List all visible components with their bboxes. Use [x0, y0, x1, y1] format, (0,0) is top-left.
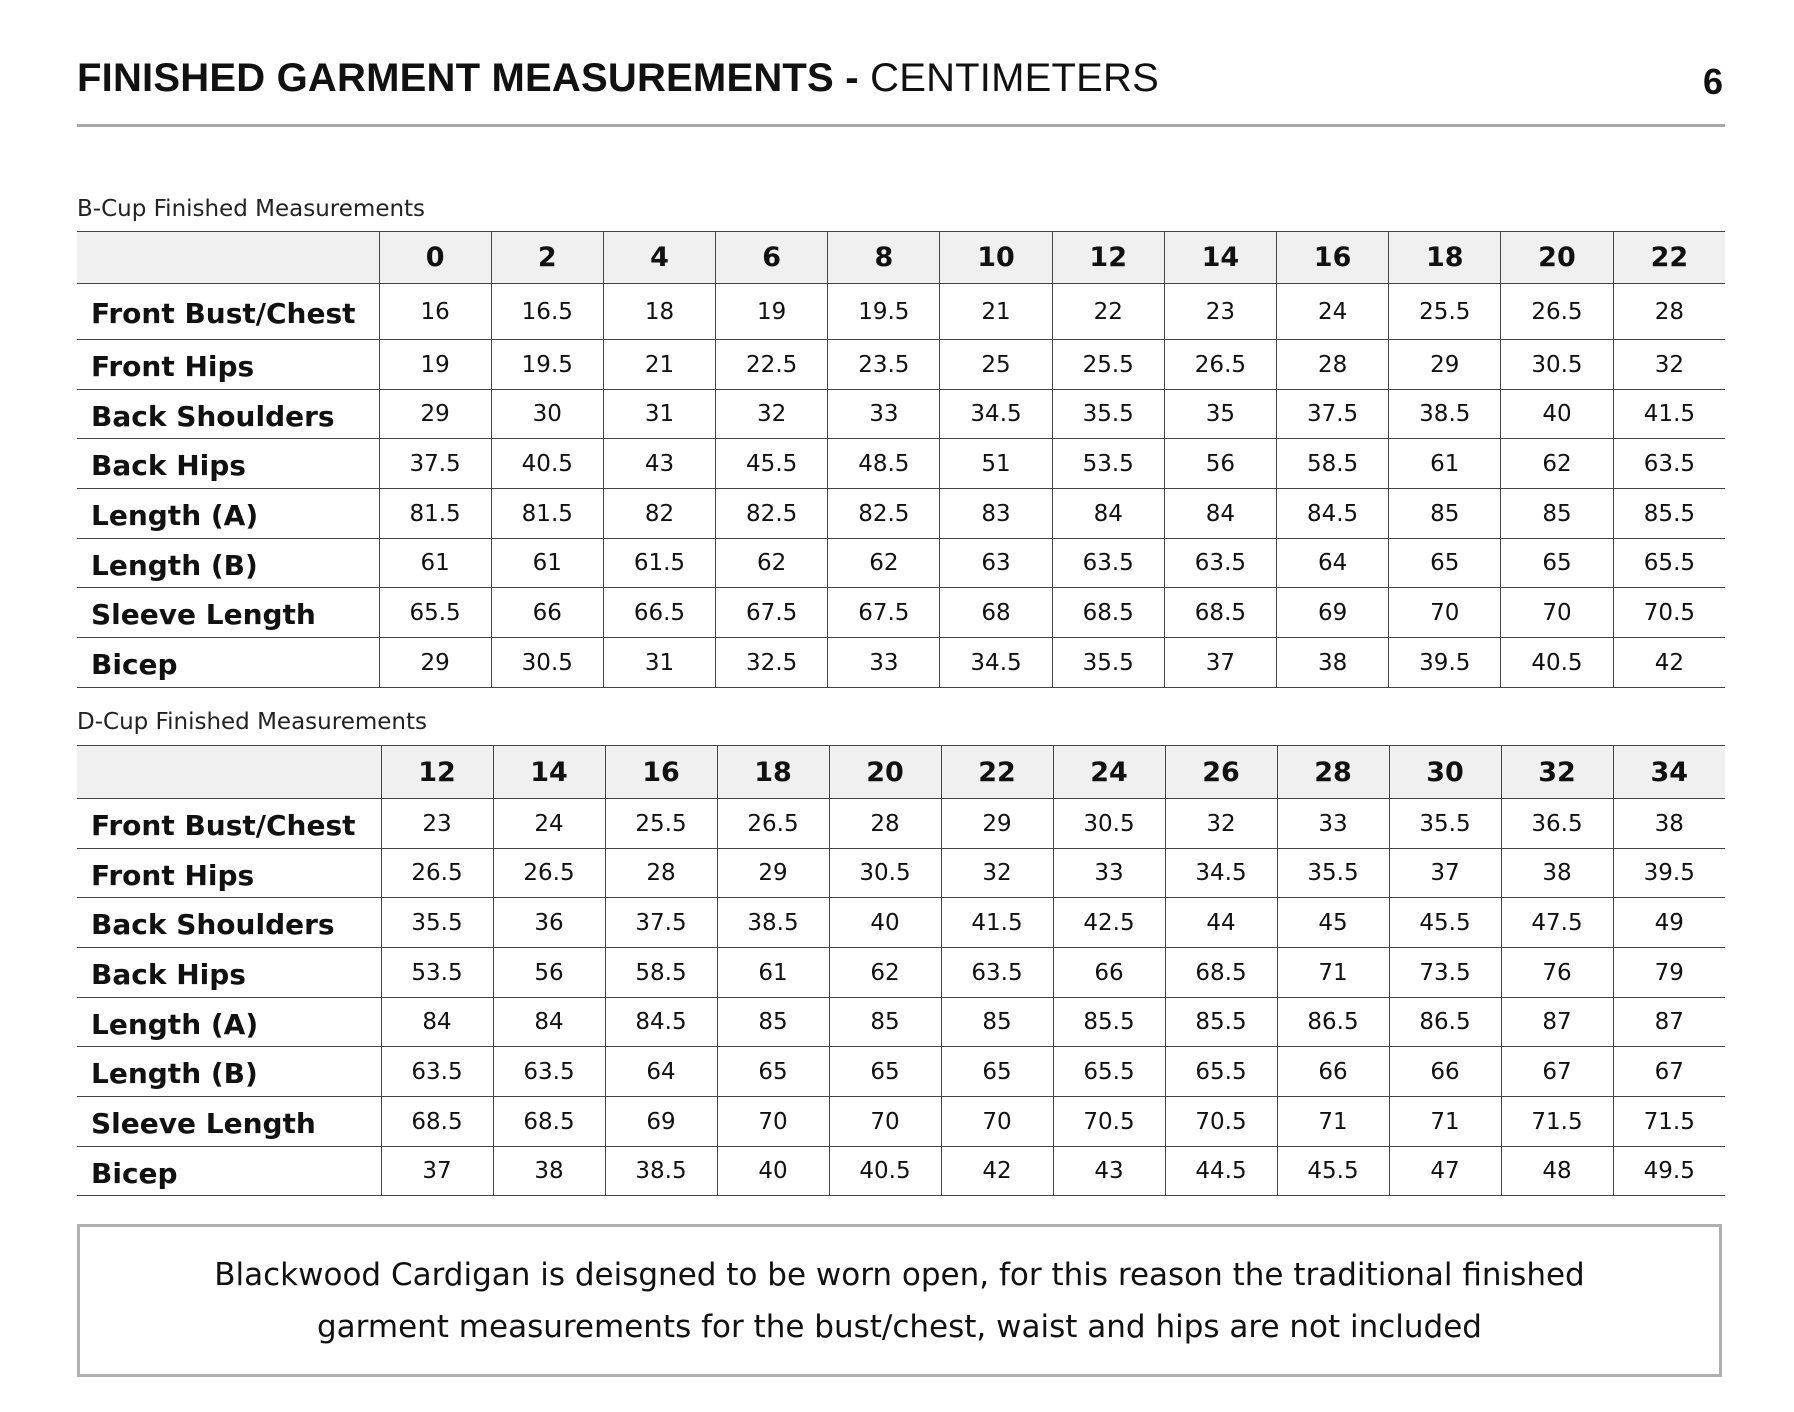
measurement-cell: 29	[1389, 340, 1501, 390]
measurement-cell: 19	[379, 340, 491, 390]
measurement-cell: 70	[829, 1097, 941, 1147]
measurement-cell: 67.5	[716, 588, 828, 638]
measurement-cell: 32	[1165, 799, 1277, 849]
measurement-cell: 65	[1501, 539, 1613, 588]
measurement-cell: 42	[941, 1147, 1053, 1196]
measurement-cell: 48.5	[828, 439, 940, 489]
measurement-cell: 63	[940, 539, 1052, 588]
measurement-cell: 48	[1501, 1147, 1613, 1196]
size-header-row	[77, 746, 1725, 799]
measurement-cell: 70.5	[1053, 1097, 1165, 1147]
measurement-cell: 63.5	[941, 948, 1053, 998]
size-header-cell: 22	[1613, 232, 1725, 284]
measurement-cell: 30.5	[829, 849, 941, 898]
measurement-cell: 33	[828, 390, 940, 439]
measurement-cell: 65.5	[1613, 539, 1725, 588]
design-note-text: Blackwood Cardigan is deisgned to be worn open, for this reason the traditional finished garment measurements for the bust/chest, waist and hips are not included	[214, 1256, 1585, 1345]
measurement-cell: 64	[605, 1047, 717, 1097]
measurement-cell: 84	[381, 998, 493, 1047]
measurement-cell: 62	[828, 539, 940, 588]
measurement-cell: 30.5	[1501, 340, 1613, 390]
row-label: Back Hips	[77, 948, 381, 998]
measurement-cell: 65	[829, 1047, 941, 1097]
measurement-cell: 28	[605, 849, 717, 898]
measurement-cell: 31	[603, 638, 715, 688]
measurement-cell: 38	[1501, 849, 1613, 898]
table-row	[77, 1097, 1725, 1147]
measurement-cell: 19.5	[491, 340, 603, 390]
measurement-cell: 85.5	[1053, 998, 1165, 1047]
measurement-cell: 61	[1389, 439, 1501, 489]
page-header	[77, 50, 1725, 127]
size-header-cell: 28	[1277, 746, 1389, 799]
measurement-cell: 87	[1501, 998, 1613, 1047]
size-header-cell: 12	[381, 746, 493, 799]
measurement-cell: 22.5	[716, 340, 828, 390]
measurement-cell: 65	[1389, 539, 1501, 588]
header-corner-cell	[77, 746, 381, 799]
size-header-cell: 10	[940, 232, 1052, 284]
row-label: Front Bust/Chest	[77, 799, 381, 849]
measurement-cell: 21	[940, 284, 1052, 340]
measurement-cell: 47	[1389, 1147, 1501, 1196]
measurement-cell: 73.5	[1389, 948, 1501, 998]
measurement-cell: 65	[941, 1047, 1053, 1097]
table-row	[77, 799, 1725, 849]
measurement-cell: 22	[1052, 284, 1164, 340]
measurement-cell: 26.5	[717, 799, 829, 849]
measurement-cell: 38.5	[717, 898, 829, 948]
header-corner-cell	[77, 232, 379, 284]
measurement-cell: 38	[1613, 799, 1725, 849]
measurement-cell: 65.5	[1053, 1047, 1165, 1097]
page-title-units: CENTIMETERS	[870, 56, 1159, 100]
measurement-cell: 87	[1613, 998, 1725, 1047]
measurement-cell: 71.5	[1501, 1097, 1613, 1147]
measurement-cell: 29	[379, 638, 491, 688]
measurement-cell: 82	[603, 489, 715, 539]
measurement-cell: 37.5	[1277, 390, 1389, 439]
measurement-cell: 39.5	[1389, 638, 1501, 688]
measurement-cell: 30.5	[491, 638, 603, 688]
measurement-cell: 18	[603, 284, 715, 340]
measurement-cell: 29	[379, 390, 491, 439]
measurement-cell: 56	[1164, 439, 1276, 489]
measurement-cell: 44	[1165, 898, 1277, 948]
measurement-cell: 51	[940, 439, 1052, 489]
measurement-cell: 63.5	[493, 1047, 605, 1097]
measurement-cell: 53.5	[1052, 439, 1164, 489]
measurement-cell: 65.5	[379, 588, 491, 638]
measurement-cell: 86.5	[1389, 998, 1501, 1047]
row-label: Front Bust/Chest	[77, 284, 379, 340]
measurement-cell: 64	[1277, 539, 1389, 588]
measurement-cell: 71.5	[1613, 1097, 1725, 1147]
size-header-cell: 2	[491, 232, 603, 284]
measurement-cell: 79	[1613, 948, 1725, 998]
measurement-cell: 76	[1501, 948, 1613, 998]
measurement-cell: 44.5	[1165, 1147, 1277, 1196]
measurement-cell: 42	[1613, 638, 1725, 688]
d-cup-measurements-table	[77, 745, 1725, 1196]
page-number: 6	[1702, 61, 1723, 102]
measurement-cell: 66	[1389, 1047, 1501, 1097]
measurement-cell: 36	[493, 898, 605, 948]
size-header-cell: 16	[1277, 232, 1389, 284]
measurement-cell: 83	[940, 489, 1052, 539]
table-row	[77, 638, 1725, 688]
measurement-cell: 62	[716, 539, 828, 588]
measurement-cell: 81.5	[379, 489, 491, 539]
measurement-cell: 61	[491, 539, 603, 588]
measurement-cell: 28	[1277, 340, 1389, 390]
measurement-cell: 19	[716, 284, 828, 340]
row-label: Back Shoulders	[77, 898, 381, 948]
measurement-cell: 26.5	[381, 849, 493, 898]
measurement-cell: 38.5	[605, 1147, 717, 1196]
measurement-cell: 35.5	[1389, 799, 1501, 849]
size-header-cell: 24	[1053, 746, 1165, 799]
measurement-cell: 37	[1389, 849, 1501, 898]
measurement-cell: 63.5	[1052, 539, 1164, 588]
measurement-cell: 45.5	[1389, 898, 1501, 948]
table-row	[77, 539, 1725, 588]
measurement-cell: 38.5	[1389, 390, 1501, 439]
measurement-cell: 32	[1613, 340, 1725, 390]
measurement-cell: 45	[1277, 898, 1389, 948]
measurement-cell: 23.5	[828, 340, 940, 390]
measurement-cell: 37.5	[379, 439, 491, 489]
measurement-cell: 67	[1613, 1047, 1725, 1097]
measurement-cell: 28	[1613, 284, 1725, 340]
measurement-cell: 29	[717, 849, 829, 898]
size-header-cell: 30	[1389, 746, 1501, 799]
measurement-cell: 68.5	[1165, 948, 1277, 998]
measurement-cell: 85	[829, 998, 941, 1047]
measurement-cell: 32.5	[716, 638, 828, 688]
measurement-cell: 35.5	[1052, 638, 1164, 688]
measurement-cell: 40.5	[829, 1147, 941, 1196]
measurement-cell: 34.5	[1165, 849, 1277, 898]
size-header-cell: 16	[605, 746, 717, 799]
measurement-cell: 40.5	[1501, 638, 1613, 688]
measurement-cell: 24	[493, 799, 605, 849]
table-row	[77, 1147, 1725, 1196]
measurement-cell: 71	[1277, 948, 1389, 998]
measurement-cell: 70.5	[1613, 588, 1725, 638]
measurement-cell: 32	[716, 390, 828, 439]
measurement-cell: 38	[1277, 638, 1389, 688]
size-header-cell: 0	[379, 232, 491, 284]
measurement-cell: 26.5	[1501, 284, 1613, 340]
measurement-cell: 82.5	[716, 489, 828, 539]
measurement-cell: 33	[1053, 849, 1165, 898]
measurement-cell: 19.5	[828, 284, 940, 340]
measurement-cell: 62	[1501, 439, 1613, 489]
measurement-cell: 35	[1164, 390, 1276, 439]
size-header-cell: 20	[1501, 232, 1613, 284]
measurement-cell: 84	[1052, 489, 1164, 539]
measurement-cell: 68.5	[1164, 588, 1276, 638]
measurement-cell: 84.5	[1277, 489, 1389, 539]
measurement-cell: 49.5	[1613, 1147, 1725, 1196]
measurement-cell: 66.5	[603, 588, 715, 638]
table-row	[77, 948, 1725, 998]
measurement-cell: 28	[829, 799, 941, 849]
row-label: Length (A)	[77, 998, 381, 1047]
measurement-cell: 71	[1277, 1097, 1389, 1147]
size-header-cell: 32	[1501, 746, 1613, 799]
b-cup-measurements-table	[77, 231, 1725, 688]
measurement-cell: 84	[493, 998, 605, 1047]
measurement-cell: 70	[1389, 588, 1501, 638]
measurement-cell: 63.5	[1164, 539, 1276, 588]
measurement-cell: 65	[717, 1047, 829, 1097]
b-cup-table-label: B-Cup Finished Measurements	[77, 196, 426, 222]
size-header-row	[77, 232, 1725, 284]
table-row	[77, 439, 1725, 489]
measurement-cell: 58.5	[1277, 439, 1389, 489]
measurement-cell: 66	[1277, 1047, 1389, 1097]
size-header-cell: 26	[1165, 746, 1277, 799]
measurement-cell: 36.5	[1501, 799, 1613, 849]
measurement-cell: 30	[491, 390, 603, 439]
row-label: Front Hips	[77, 340, 379, 390]
measurement-cell: 25.5	[605, 799, 717, 849]
row-label: Length (A)	[77, 489, 379, 539]
row-label: Sleeve Length	[77, 1097, 381, 1147]
measurement-cell: 41.5	[941, 898, 1053, 948]
measurement-cell: 34.5	[940, 638, 1052, 688]
page-title-bold: FINISHED GARMENT MEASUREMENTS -	[77, 56, 859, 100]
measurement-cell: 39.5	[1613, 849, 1725, 898]
table-row	[77, 284, 1725, 340]
measurement-cell: 37	[381, 1147, 493, 1196]
measurement-cell: 86.5	[1277, 998, 1389, 1047]
measurement-cell: 16.5	[491, 284, 603, 340]
measurement-cell: 63.5	[381, 1047, 493, 1097]
measurement-cell: 85	[717, 998, 829, 1047]
measurement-cell: 40	[717, 1147, 829, 1196]
measurement-cell: 25	[940, 340, 1052, 390]
measurement-cell: 35.5	[1052, 390, 1164, 439]
measurement-cell: 85	[1501, 489, 1613, 539]
row-label: Back Hips	[77, 439, 379, 489]
measurement-cell: 33	[828, 638, 940, 688]
measurement-cell: 26.5	[493, 849, 605, 898]
measurement-cell: 32	[941, 849, 1053, 898]
measurement-cell: 45.5	[1277, 1147, 1389, 1196]
measurement-cell: 24	[1277, 284, 1389, 340]
measurement-cell: 65.5	[1165, 1047, 1277, 1097]
row-label: Length (B)	[77, 1047, 381, 1097]
measurement-cell: 85.5	[1613, 489, 1725, 539]
measurement-cell: 40	[1501, 390, 1613, 439]
table-row	[77, 898, 1725, 948]
measurement-cell: 31	[603, 390, 715, 439]
measurement-cell: 21	[603, 340, 715, 390]
measurement-cell: 40	[829, 898, 941, 948]
measurement-cell: 37	[1164, 638, 1276, 688]
measurement-cell: 68.5	[1052, 588, 1164, 638]
d-cup-table-label: D-Cup Finished Measurements	[77, 709, 427, 735]
measurement-cell: 85	[941, 998, 1053, 1047]
size-header-cell: 14	[1164, 232, 1276, 284]
measurement-cell: 58.5	[605, 948, 717, 998]
measurement-cell: 85.5	[1165, 998, 1277, 1047]
measurement-cell: 84.5	[605, 998, 717, 1047]
measurement-cell: 68	[940, 588, 1052, 638]
size-header-cell: 22	[941, 746, 1053, 799]
measurement-cell: 61.5	[603, 539, 715, 588]
measurement-cell: 68.5	[381, 1097, 493, 1147]
size-header-cell: 8	[828, 232, 940, 284]
page-title	[77, 54, 1159, 102]
measurement-cell: 63.5	[1613, 439, 1725, 489]
row-label: Sleeve Length	[77, 588, 379, 638]
row-label: Length (B)	[77, 539, 379, 588]
measurement-cell: 70	[1501, 588, 1613, 638]
row-label: Bicep	[77, 1147, 381, 1196]
measurement-cell: 42.5	[1053, 898, 1165, 948]
size-header-cell: 18	[1389, 232, 1501, 284]
measurement-cell: 66	[491, 588, 603, 638]
measurement-cell: 34.5	[940, 390, 1052, 439]
table-row	[77, 489, 1725, 539]
measurement-cell: 71	[1389, 1097, 1501, 1147]
measurement-cell: 40.5	[491, 439, 603, 489]
measurement-cell: 47.5	[1501, 898, 1613, 948]
measurement-cell: 69	[1277, 588, 1389, 638]
measurement-cell: 23	[1164, 284, 1276, 340]
measurement-cell: 26.5	[1164, 340, 1276, 390]
measurement-cell: 85	[1389, 489, 1501, 539]
measurement-cell: 43	[1053, 1147, 1165, 1196]
size-header-cell: 14	[493, 746, 605, 799]
measurement-cell: 68.5	[493, 1097, 605, 1147]
table-row	[77, 390, 1725, 439]
measurement-cell: 33	[1277, 799, 1389, 849]
table-row	[77, 1047, 1725, 1097]
measurement-cell: 35.5	[1277, 849, 1389, 898]
table-row	[77, 340, 1725, 390]
table-row	[77, 849, 1725, 898]
measurement-cell: 38	[493, 1147, 605, 1196]
row-label: Bicep	[77, 638, 379, 688]
measurement-cell: 70	[941, 1097, 1053, 1147]
measurement-cell: 61	[717, 948, 829, 998]
table-row	[77, 998, 1725, 1047]
measurement-cell: 70.5	[1165, 1097, 1277, 1147]
table-row	[77, 588, 1725, 638]
measurement-cell: 25.5	[1052, 340, 1164, 390]
size-header-cell: 6	[716, 232, 828, 284]
size-header-cell: 4	[603, 232, 715, 284]
measurement-cell: 16	[379, 284, 491, 340]
measurement-cell: 70	[717, 1097, 829, 1147]
size-header-cell: 12	[1052, 232, 1164, 284]
measurement-cell: 35.5	[381, 898, 493, 948]
measurement-cell: 82.5	[828, 489, 940, 539]
measurement-cell: 43	[603, 439, 715, 489]
row-label: Back Shoulders	[77, 390, 379, 439]
measurement-cell: 61	[379, 539, 491, 588]
measurement-cell: 62	[829, 948, 941, 998]
measurement-cell: 81.5	[491, 489, 603, 539]
measurement-cell: 53.5	[381, 948, 493, 998]
size-header-cell: 18	[717, 746, 829, 799]
measurement-cell: 37.5	[605, 898, 717, 948]
measurement-cell: 69	[605, 1097, 717, 1147]
measurement-cell: 66	[1053, 948, 1165, 998]
measurement-cell: 23	[381, 799, 493, 849]
measurement-cell: 45.5	[716, 439, 828, 489]
measurement-cell: 30.5	[1053, 799, 1165, 849]
measurement-cell: 67.5	[828, 588, 940, 638]
size-header-cell: 20	[829, 746, 941, 799]
measurement-cell: 25.5	[1389, 284, 1501, 340]
measurement-cell: 84	[1164, 489, 1276, 539]
measurement-cell: 67	[1501, 1047, 1613, 1097]
measurement-cell: 29	[941, 799, 1053, 849]
measurement-cell: 41.5	[1613, 390, 1725, 439]
design-note-box	[77, 1224, 1722, 1377]
row-label: Front Hips	[77, 849, 381, 898]
size-header-cell: 34	[1613, 746, 1725, 799]
measurement-cell: 49	[1613, 898, 1725, 948]
measurement-cell: 56	[493, 948, 605, 998]
